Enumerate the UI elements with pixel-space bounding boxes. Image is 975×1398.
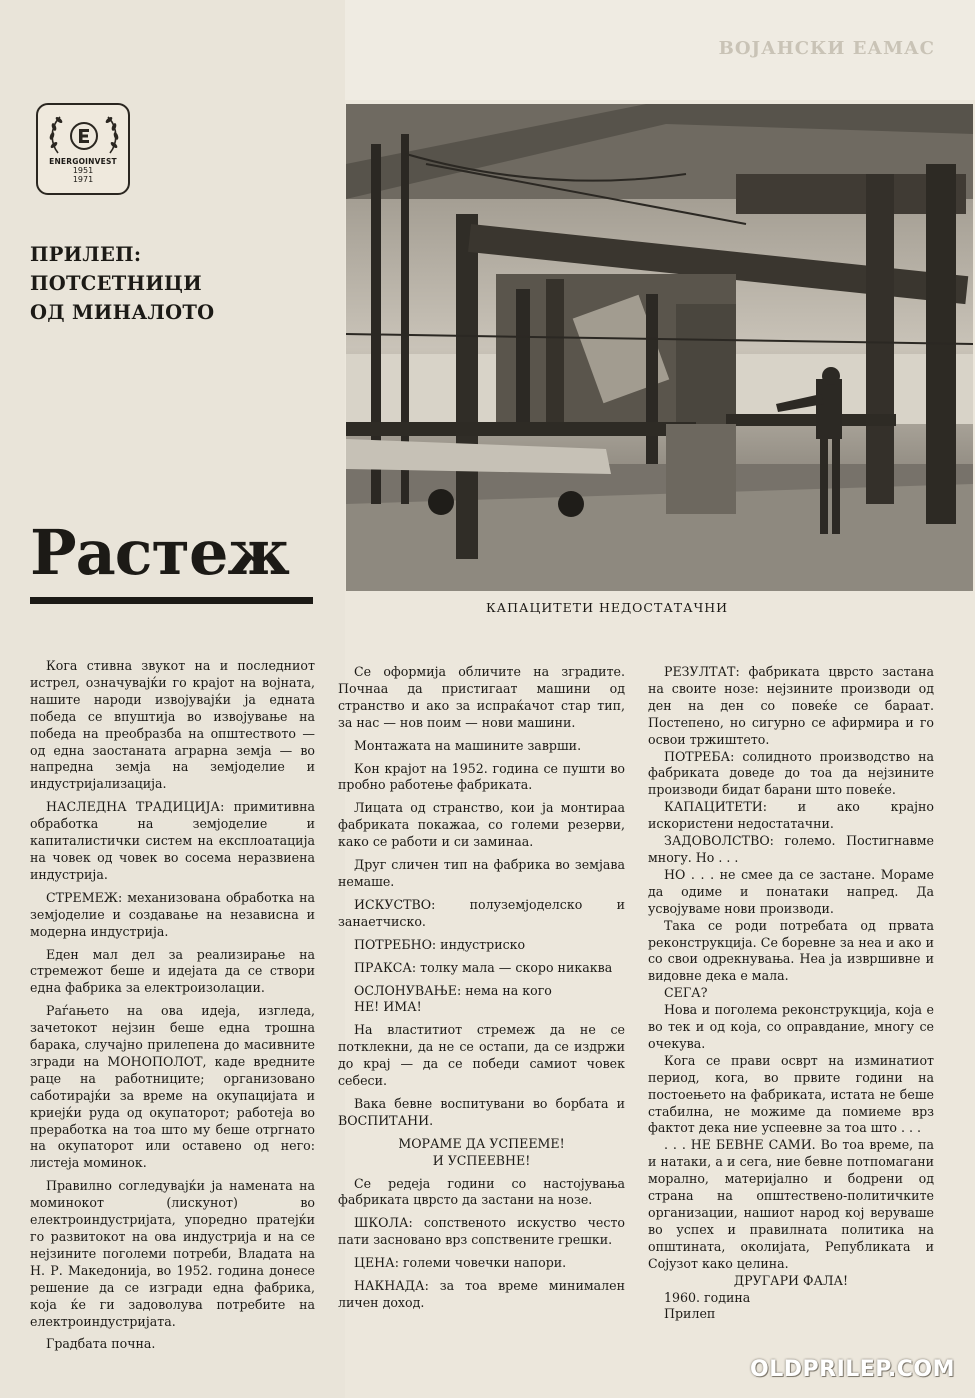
paragraph: Кога стивна звукот на и последниот истрел, означувајќи го крајот на војната, нашите народи извојуваjќи ја едната победа се впуштија во извојување на победа на преобразба на општеството — од една заостаната аграрна земја — во напредна земја на земјоделие и индустријализација. — [30, 658, 315, 792]
paragraph: Раѓањето на ова идеја, изгледа, зачетокот нејзин беше една трошна барака, случајно прилепена до масивните згради на МОНОПОЛОТ, каде вредните раце на работниците; организовано саботирајќи за време на окупацијата и криејќи руда од окупаторот; работеја во преработка на тоа што му беше отргнато на окупаторот или оставено од него: листеја моминок. — [30, 1003, 315, 1171]
paragraph: Еден мал дел за реализирање на стремежот беше и идејата да се створи една фабрика за електроизолации. — [30, 946, 315, 996]
paragraph: РЕЗУЛТАТ: фабриката цврсто застана на своите нозе: нејзините производи од ден на ден со повеќе се бараат. Постепено, но сигурно се афирмира и го освои тржиштето. — [648, 664, 934, 747]
paragraph: ПРАКСА: толку мала — скоро никаква — [354, 959, 613, 975]
paragraph: ОСЛОНУВАЊЕ: нема на кого — [354, 982, 552, 998]
paragraph: НАКНАДА: за тоа време минимален личен доход. — [338, 1278, 625, 1310]
title-underline — [30, 597, 313, 604]
photo-caption: КАПАЦИТЕТИ НЕДОСТАТАЧНИ — [486, 600, 729, 615]
subtitle-line: ОД МИНАЛОТО — [30, 301, 215, 324]
laurel-emblem-icon — [44, 109, 124, 159]
paragraph: Правилно согледувајќи ја намената на моминокот (лискунот) во електроиндустријата, упоредно пратејќи го развитокот на ова индустрија и на се нејзините поголеми потреби, Владата на Н. Р. Македонија, во 1952. година донесе решение да се изгради една фабрика, која ќе ги задоволува потребите на електроиндустријата. — [30, 1178, 315, 1329]
paragraph: ПОТРЕБА: солидното производство на фабриката доведе до тоа да нејзините производи бидат барани што повеќе. — [648, 748, 934, 798]
paragraph: Така се роди потребата од првата реконструкција. Се боревне за неа и ако и со свои одрекнувања. Неа ја извршивне и видовне дека е мала. — [648, 917, 934, 984]
paragraph: Монтажата на машините заврши. — [354, 737, 582, 753]
paragraph: МОРАМЕ ДА УСПЕЕМЕ! — [398, 1135, 565, 1151]
factory-interior-photo — [346, 104, 973, 591]
faded-header-text: ВОЈАНСКИ ЕАМАС — [718, 38, 935, 59]
paragraph: На властитиот стремеж да не се потклекни, да не се остапи, да се издржи до крај — да се победи самиот човек себеси. — [338, 1022, 625, 1089]
paragraph: ДРУГАРИ ФАЛА! — [733, 1272, 849, 1288]
site-watermark: OLDPRILEP.COM — [750, 1357, 955, 1382]
article-title: Растеж — [30, 516, 290, 589]
subtitle-line: ПРИЛЕП: — [30, 243, 142, 266]
paragraph: НЕ! ИМА! — [354, 999, 422, 1015]
logo-year-end: 1971 — [72, 175, 94, 184]
article-column-2 — [338, 664, 625, 1318]
paragraph: НО . . . не смее да се застане. Мораме да одиме и понатаки напред. Да усвојуваме нови производи. — [648, 866, 934, 916]
paragraph: 1960. година — [664, 1289, 751, 1305]
paragraph: Кога се прави осврт на изминатиот период, кога, во првите години на постоењето на фабриката, истата не беше стабилна, не можиме да помиеме врз фактот дека ние успеевне за тоа што . . . — [648, 1052, 934, 1136]
article-column-3 — [648, 664, 934, 1323]
paragraph: Прилеп — [664, 1306, 716, 1322]
paragraph: Се редеја години со настојувања фабриката цврсто да застани на нозе. — [338, 1175, 625, 1208]
article-subtitle — [30, 240, 270, 327]
logo-years — [38, 166, 128, 184]
subtitle-line: ПОТСЕТНИЦИ — [30, 272, 202, 295]
logo-name: ENERGOINVEST — [49, 157, 117, 166]
paragraph: Кон крајот на 1952. година се пушти во пробно работење фабриката. — [338, 760, 625, 793]
paragraph: Се оформија обличите на зградите. Почнаа да пристигаат машини од странство и ако за испраќачот стар тип, за нас — нов поим — нови машини. — [338, 664, 625, 730]
paragraph: ПОТРЕБНО: индустриско — [354, 936, 526, 952]
paragraph: СЕГА? — [664, 985, 708, 1001]
paragraph: Градбата почна. — [46, 1336, 156, 1352]
paragraph: ИСКУСТВО: полуземјоделско и занаетчиско. — [338, 896, 625, 929]
paragraph: НАСЛЕДНА ТРАДИЦИЈА: примитивна обработка на земјоделие и капиталистички систем на експлоатација на човек од човек во сосема неразвиена индустрија. — [30, 799, 315, 882]
paragraph: Вака бевне воспитувани во борбата и ВОСПИТАНИ. — [338, 1095, 625, 1128]
paragraph: ШКОЛА: сопственото искуство често пати засновано врз сопствените грешки. — [338, 1215, 625, 1248]
paragraph: . . . НЕ БЕВНЕ САМИ. Во тоа време, па и натаки, а и сега, ние бевне потпомагани морално, материјално и бодрени од страна на општествено-политичките организации, нашиот народ кој веруваше во успех и правилната политика на општината, околијата, Републиката и Сојузот како целина. — [648, 1137, 934, 1271]
paragraph: И УСПЕЕВНЕ! — [432, 1152, 531, 1168]
paragraph: Лицата од странство, кои ја монтираа фабриката покажаа, со големи резерви, како се работи и си заминаа. — [338, 800, 625, 850]
paragraph: КАПАЦИТЕТИ: и ако крајно искористени недостатачни. — [648, 799, 934, 832]
factory-machinery-image — [346, 104, 973, 591]
article-column-1 — [30, 658, 315, 1359]
paragraph: Друг сличен тип на фабрика во земјава немаше. — [338, 857, 625, 889]
paragraph: ЦЕНА: големи човечки напори. — [354, 1255, 567, 1271]
paragraph: СТРЕМЕЖ: механизована обработка на земјоделие и создавање на независна и модерна индустрија. — [30, 889, 315, 939]
logo-year-start: 1951 — [72, 166, 94, 175]
paragraph: ЗАДОВОЛСТВО: големо. Постигнавме многу. Но . . . — [648, 833, 934, 865]
energoinvest-logo — [36, 103, 130, 195]
paragraph: Нова и поголема реконструкција, која е во тек и од која, со оправдание, многу се очекува. — [648, 1002, 934, 1051]
